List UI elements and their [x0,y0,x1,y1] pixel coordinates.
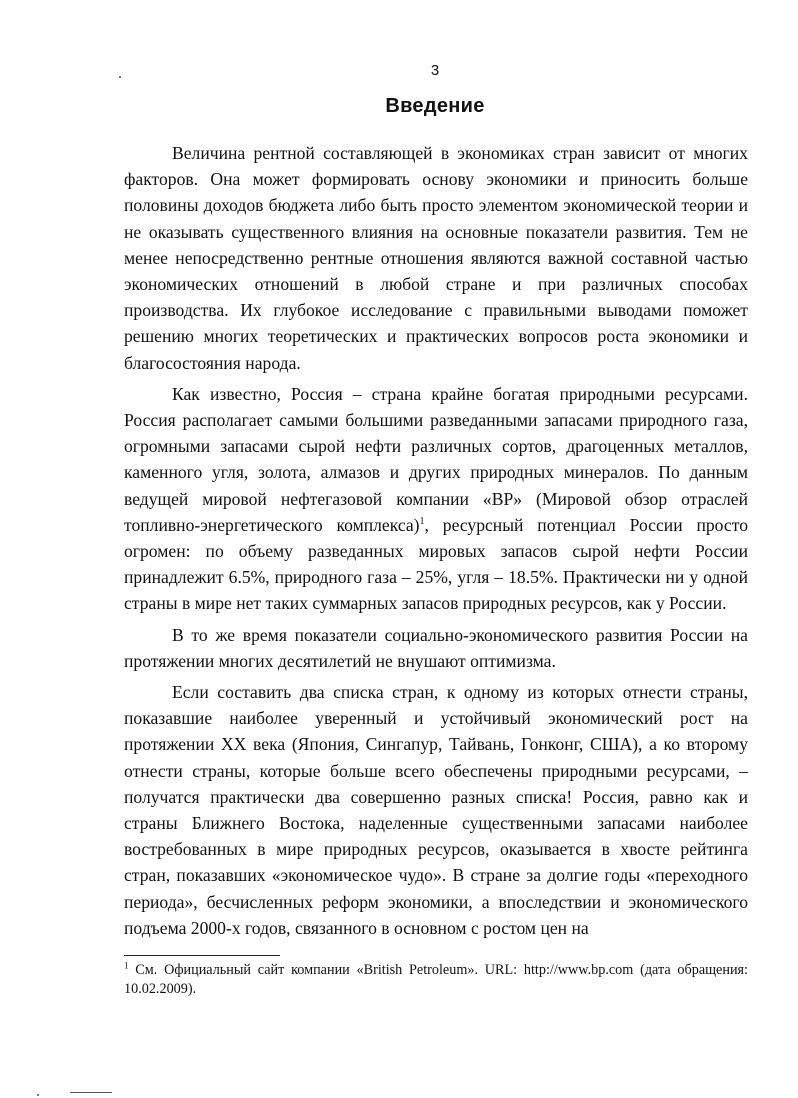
paragraph-2 [124,381,748,617]
paragraph-1: Величина рентной составляющей в экономиках стран зависит от многих факторов. Она может формировать основу экономики и приносить больше половины доходов бюджета либо быть просто элементом экономической теории и не оказывать существенного влияния на основные показатели развития. Тем не менее непосредственно рентные отношения являются важной составной частью экономических отношений в любой стране и при различных способах производства. Их глубокое исследование с правильными выводами поможет решению многих теоретических и практических вопросов роста экономики и благосостояния народа. [124,143,748,373]
paragraph-4: Если составить два списка стран, к одному из которых отнести страны, показавшие наиболее уверенный и устойчивый экономический рост на протяжении XX века (Япония, Сингапур, Тайвань, Гонконг, США), а ко второму отнести страны, которые больше всего обеспечены природными ресурсами, – получатся практически два совершенно разных списка! Россия, равно как и страны Ближнего Востока, наделенные существенными запасами наиболее востребованных в мире природных ресурсов, оказывается в хвосте рейтинга стран, показавших «экономическое чудо». В стране за долгие годы «переходного периода», бесчисленных реформ экономики, а впоследствии и экономического подъема 2000-х годов, связанного в основном с ростом цен на [124,682,748,938]
footnote-marker: 1 [124,960,129,971]
scan-speck [37,1094,39,1096]
paragraph-3: В то же время показатели социально-экономического развития России на протяжении многих десятилетий не внушают оптимизма. [124,624,748,671]
paragraph-2-text-end: , ресурсный потенциал России просто огромен: по объему разведанных мировых запасов сырой нефти России принадлежит 6.5%, природного газа – 25%, угля – 18.5%. Практически ни у одной страны в мире нет таких суммарных запасов природных ресурсов, как у России. [124,514,748,614]
footnote [124,961,748,998]
footnote-text: См. Официальный сайт компании «British Petroleum». URL: http://www.bp.com (дата обращения: 10.02.2009). [124,962,748,997]
scan-speck [119,76,121,78]
paragraph-2-text-start: Как известно, Россия – страна крайне богатая природными ресурсами. Россия располагает самыми большими разведанными запасами природного газа, огромными запасами сырой нефти различных сортов, драгоценных металлов, каменного угля, золота, алмазов и других природных минералов. По данным ведущей мировой нефтегазовой компании «BP» (Мировой обзор отраслей топливно-энергетического комплекса) [124,383,748,535]
body-text [124,140,748,946]
footnote-divider [124,955,280,956]
page-number: 3 [430,62,440,79]
section-title: Введение [385,95,485,117]
footnote-reference[interactable]: 1 [419,515,425,527]
scan-mark [70,1092,112,1093]
